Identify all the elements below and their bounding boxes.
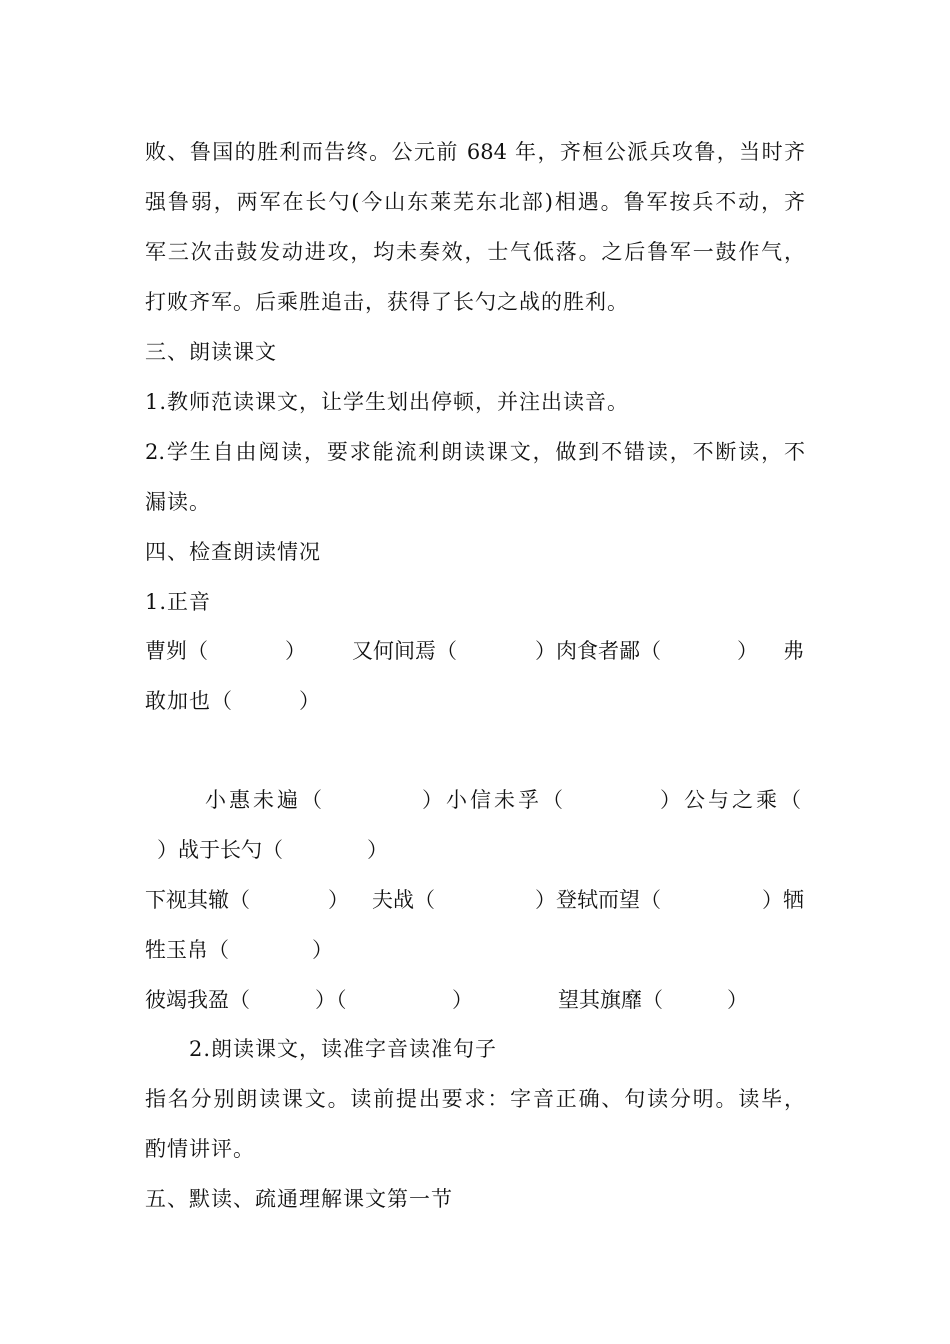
term: ）战于长勺（ (157, 838, 283, 862)
blank-close: ） (312, 938, 333, 962)
term: 牲玉帛（ (145, 938, 229, 962)
term: 小惠未遍（ (205, 788, 325, 812)
pronunciation-row (145, 885, 805, 915)
pronunciation-row-cont: 敢加也（ ） (145, 689, 321, 713)
blank-close: ） (367, 838, 388, 862)
term: 望其旗靡（ (558, 988, 663, 1012)
subheading-read-aloud: 2.朗读课文，读准字音读准句子 (189, 1037, 498, 1061)
paragraph-line: 败、鲁国的胜利而告终。公元前 684 年，齐桓公派兵攻鲁，当时齐 (145, 140, 805, 164)
term: 彼竭我盈（ (145, 988, 250, 1012)
term: 夫战（ (372, 888, 435, 912)
term: ）公与之乘（ (660, 788, 804, 812)
section-heading-5: 五、默读、疏通理解课文第一节 (145, 1187, 453, 1211)
section-heading-4: 四、检查朗读情况 (145, 540, 321, 564)
step-2-cont: 漏读。 (145, 490, 211, 514)
term: 曹刿（ (145, 639, 208, 663)
pronunciation-row (145, 985, 805, 1015)
paragraph-line: 军三次击鼓发动进攻，均未奏效，士气低落。之后鲁军一鼓作气， (145, 240, 805, 264)
paragraph-line: 强鲁弱，两军在长勺(今山东莱芜东北部)相遇。鲁军按兵不动，齐 (145, 190, 805, 214)
section-heading-3: 三、朗读课文 (145, 340, 277, 364)
paragraph-line: 打败齐军。后乘胜追击，获得了长勺之战的胜利。 (145, 290, 629, 314)
paragraph-line: 酌情讲评。 (145, 1137, 255, 1161)
term: ）小信未孚（ (422, 788, 566, 812)
pronunciation-row-cont (145, 835, 805, 865)
subheading-pronunciation: 1.正音 (145, 590, 212, 614)
pronunciation-row (145, 785, 805, 815)
blank-close: ） (328, 888, 349, 912)
blank-close: ） (737, 639, 758, 663)
pronunciation-row (145, 636, 805, 666)
paragraph-line: 指名分别朗读课文。读前提出要求：字音正确、句读分明。读毕， (145, 1087, 805, 1111)
pronunciation-row-cont (145, 935, 805, 965)
blank-close: ） (452, 988, 473, 1012)
blank-close: ） (285, 639, 306, 663)
term: 又何间焉（ (352, 639, 457, 663)
term: ）肉食者鄙（ (535, 639, 661, 663)
term: ）（ (315, 988, 347, 1012)
term: 弗 (783, 639, 804, 663)
blank-close: ） (727, 988, 748, 1012)
step-2: 2.学生自由阅读，要求能流利朗读课文，做到不错读，不断读，不 (145, 440, 805, 464)
step-1: 1.教师范读课文，让学生划出停顿，并注出读音。 (145, 390, 630, 414)
term: ）牺 (762, 888, 804, 912)
term: ）登轼而望（ (535, 888, 661, 912)
term: 下视其辙（ (145, 888, 250, 912)
